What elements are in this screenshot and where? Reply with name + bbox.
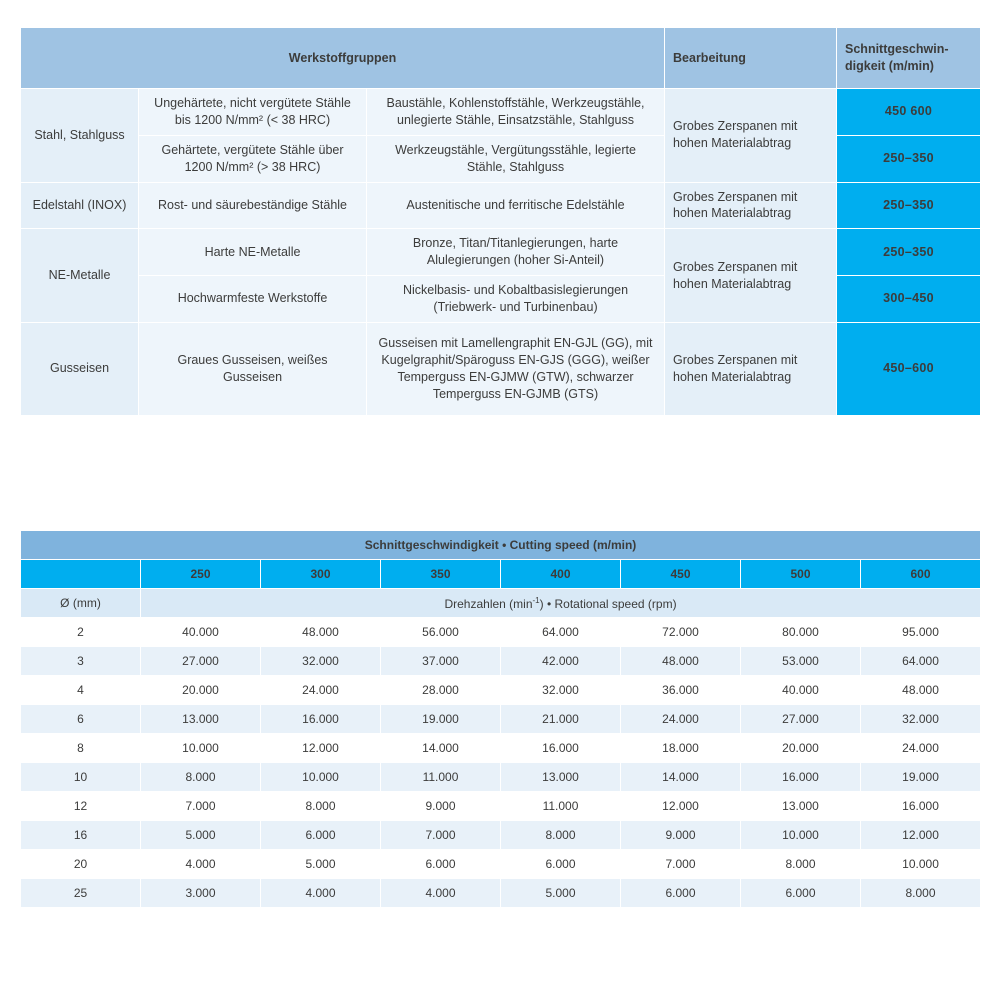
subgroup-cell: Hochwarmfeste Werkstoffe [139, 276, 367, 323]
row-diameter: 12 [21, 792, 141, 821]
rpm-cell: 16.000 [741, 763, 861, 792]
row-diameter: 4 [21, 676, 141, 705]
speed-cell: 250–350 [837, 229, 981, 276]
rpm-cell: 5.000 [141, 821, 261, 850]
col-header-350: 350 [381, 560, 501, 589]
speed-cell: 250–350 [837, 135, 981, 182]
rpm-cell: 16.000 [501, 734, 621, 763]
rpm-cell: 53.000 [741, 647, 861, 676]
col-header-250: 250 [141, 560, 261, 589]
diameter-label: Ø (mm) [21, 589, 141, 618]
col-header-600: 600 [861, 560, 981, 589]
table-row [21, 618, 981, 647]
rpm-cell: 48.000 [261, 618, 381, 647]
subgroup-cell: Graues Gusseisen, weißes Gusseisen [139, 322, 367, 415]
table-row [21, 647, 981, 676]
rpm-cell: 20.000 [141, 676, 261, 705]
table-row [21, 763, 981, 792]
rpm-cell: 10.000 [741, 821, 861, 850]
machining-cell: Grobes Zerspanen mit hohen Materialabtrag [665, 229, 837, 323]
table-row [21, 276, 981, 323]
table-row [21, 135, 981, 182]
rpm-cell: 12.000 [261, 734, 381, 763]
rpm-cell: 16.000 [861, 792, 981, 821]
speed-cell: 250–350 [837, 182, 981, 229]
rpm-cell: 27.000 [741, 705, 861, 734]
row-diameter: 16 [21, 821, 141, 850]
materials-cell: Baustähle, Kohlenstoffstähle, Werkzeugstähle, unlegierte Stähle, Einsatzstähle, Stahlguss [367, 89, 665, 136]
rpm-cell: 7.000 [141, 792, 261, 821]
table-row [21, 850, 981, 879]
rpm-cell: 3.000 [141, 879, 261, 908]
rpm-cell: 11.000 [381, 763, 501, 792]
rpm-cell: 7.000 [381, 821, 501, 850]
rpm-cell: 12.000 [861, 821, 981, 850]
rpm-cell: 6.000 [501, 850, 621, 879]
col-header-450: 450 [621, 560, 741, 589]
rpm-cell: 10.000 [141, 734, 261, 763]
rpm-cell: 24.000 [621, 705, 741, 734]
rpm-cell: 7.000 [621, 850, 741, 879]
table-row [21, 879, 981, 908]
rotational-speed-label-sup: -1 [532, 595, 540, 605]
subgroup-cell: Ungehärtete, nicht vergütete Stähle bis 1200 N/mm² (< 38 HRC) [139, 89, 367, 136]
table-row [21, 821, 981, 850]
rpm-cell: 36.000 [621, 676, 741, 705]
table-row [21, 182, 981, 229]
rpm-cell: 28.000 [381, 676, 501, 705]
row-diameter: 10 [21, 763, 141, 792]
rpm-cell: 24.000 [861, 734, 981, 763]
rpm-cell: 8.000 [501, 821, 621, 850]
machining-cell: Grobes Zerspanen mit hohen Materialabtrag [665, 182, 837, 229]
rpm-cell: 24.000 [261, 676, 381, 705]
corner-blank [21, 560, 141, 589]
rpm-cell: 20.000 [741, 734, 861, 763]
header-bearbeitung: Bearbeitung [665, 28, 837, 89]
rpm-cell: 5.000 [261, 850, 381, 879]
rpm-cell: 14.000 [381, 734, 501, 763]
table2-title: Schnittgeschwindigkeit • Cutting speed (m/min) [21, 531, 981, 560]
rpm-cell: 16.000 [261, 705, 381, 734]
rpm-cell: 13.000 [501, 763, 621, 792]
rpm-cell: 6.000 [261, 821, 381, 850]
machining-cell: Grobes Zerspanen mit hohen Materialabtrag [665, 89, 837, 183]
group-stahl: Stahl, Stahlguss [21, 89, 139, 183]
machining-cell: Grobes Zerspanen mit hohen Materialabtrag [665, 322, 837, 415]
header-werkstoffgruppen: Werkstoffgruppen [21, 28, 665, 89]
group-edelstahl: Edelstahl (INOX) [21, 182, 139, 229]
materials-cell: Bronze, Titan/Titanlegierungen, harte Alulegierungen (hoher Si-Anteil) [367, 229, 665, 276]
col-header-400: 400 [501, 560, 621, 589]
rotational-speed-label-a: Drehzahlen (min [444, 596, 533, 611]
row-diameter: 20 [21, 850, 141, 879]
speed-cell: 450–600 [837, 322, 981, 415]
materials-cell: Gusseisen mit Lamellengraphit EN-GJL (GG), mit Kugelgraphit/Späroguss EN-GJS (GGG), weißer Temperguss EN-GJMW (GTW), schwarzer Temperguss EN-GJMB (GTS) [367, 322, 665, 415]
rpm-cell: 32.000 [261, 647, 381, 676]
rpm-cell: 32.000 [861, 705, 981, 734]
cutting-speed-table [20, 530, 981, 908]
rpm-cell: 48.000 [861, 676, 981, 705]
rpm-cell: 95.000 [861, 618, 981, 647]
material-groups-table [20, 27, 981, 416]
rpm-cell: 6.000 [741, 879, 861, 908]
rpm-cell: 11.000 [501, 792, 621, 821]
subgroup-cell: Rost- und säurebeständige Stähle [139, 182, 367, 229]
table-header-row [21, 28, 981, 89]
rpm-cell: 19.000 [381, 705, 501, 734]
rotational-speed-label-b: ) • Rotational speed (rpm) [539, 596, 677, 611]
subgroup-cell: Gehärtete, vergütete Stähle über 1200 N/mm² (> 38 HRC) [139, 135, 367, 182]
group-ne-metalle: NE-Metalle [21, 229, 139, 323]
rpm-cell: 9.000 [621, 821, 741, 850]
materials-cell: Nickelbasis- und Kobaltbasislegierungen (Triebwerk- und Turbinenbau) [367, 276, 665, 323]
rpm-cell: 8.000 [261, 792, 381, 821]
rpm-cell: 56.000 [381, 618, 501, 647]
rpm-cell: 12.000 [621, 792, 741, 821]
rpm-cell: 13.000 [741, 792, 861, 821]
rpm-cell: 18.000 [621, 734, 741, 763]
table-row [21, 89, 981, 136]
col-header-500: 500 [741, 560, 861, 589]
rpm-cell: 64.000 [861, 647, 981, 676]
materials-cell: Werkzeugstähle, Vergütungsstähle, legierte Stähle, Stahlguss [367, 135, 665, 182]
table-row [21, 792, 981, 821]
header-schnittgeschwindigkeit [837, 28, 981, 89]
rpm-cell: 48.000 [621, 647, 741, 676]
rpm-cell: 14.000 [621, 763, 741, 792]
rpm-cell: 8.000 [861, 879, 981, 908]
row-diameter: 2 [21, 618, 141, 647]
rpm-cell: 8.000 [741, 850, 861, 879]
rpm-cell: 13.000 [141, 705, 261, 734]
rpm-cell: 4.000 [141, 850, 261, 879]
table2-title-row [21, 531, 981, 560]
header-speed-line2: digkeit (m/min) [845, 59, 934, 73]
table-row [21, 734, 981, 763]
table2-column-header-row [21, 560, 981, 589]
row-diameter: 8 [21, 734, 141, 763]
rpm-cell: 9.000 [381, 792, 501, 821]
rpm-cell: 27.000 [141, 647, 261, 676]
rpm-cell: 10.000 [261, 763, 381, 792]
row-diameter: 25 [21, 879, 141, 908]
rpm-cell: 40.000 [141, 618, 261, 647]
rpm-cell: 4.000 [381, 879, 501, 908]
subgroup-cell: Harte NE-Metalle [139, 229, 367, 276]
rpm-cell: 6.000 [621, 879, 741, 908]
table2-subheader-row [21, 589, 981, 618]
group-gusseisen: Gusseisen [21, 322, 139, 415]
table-row [21, 705, 981, 734]
rpm-cell: 80.000 [741, 618, 861, 647]
rpm-cell: 72.000 [621, 618, 741, 647]
table-row [21, 322, 981, 415]
rpm-cell: 32.000 [501, 676, 621, 705]
rotational-speed-label [141, 589, 981, 618]
rpm-cell: 37.000 [381, 647, 501, 676]
rpm-cell: 5.000 [501, 879, 621, 908]
rpm-cell: 8.000 [141, 763, 261, 792]
rpm-cell: 21.000 [501, 705, 621, 734]
rpm-cell: 10.000 [861, 850, 981, 879]
header-speed-line1: Schnittgeschwin- [845, 42, 949, 57]
speed-cell: 300–450 [837, 276, 981, 323]
table-row [21, 229, 981, 276]
row-diameter: 3 [21, 647, 141, 676]
rpm-cell: 40.000 [741, 676, 861, 705]
speed-cell: 450 600 [837, 89, 981, 136]
rpm-cell: 6.000 [381, 850, 501, 879]
rpm-cell: 64.000 [501, 618, 621, 647]
rpm-cell: 19.000 [861, 763, 981, 792]
col-header-300: 300 [261, 560, 381, 589]
materials-cell: Austenitische und ferritische Edelstähle [367, 182, 665, 229]
rpm-cell: 4.000 [261, 879, 381, 908]
row-diameter: 6 [21, 705, 141, 734]
rpm-cell: 42.000 [501, 647, 621, 676]
table-row [21, 676, 981, 705]
